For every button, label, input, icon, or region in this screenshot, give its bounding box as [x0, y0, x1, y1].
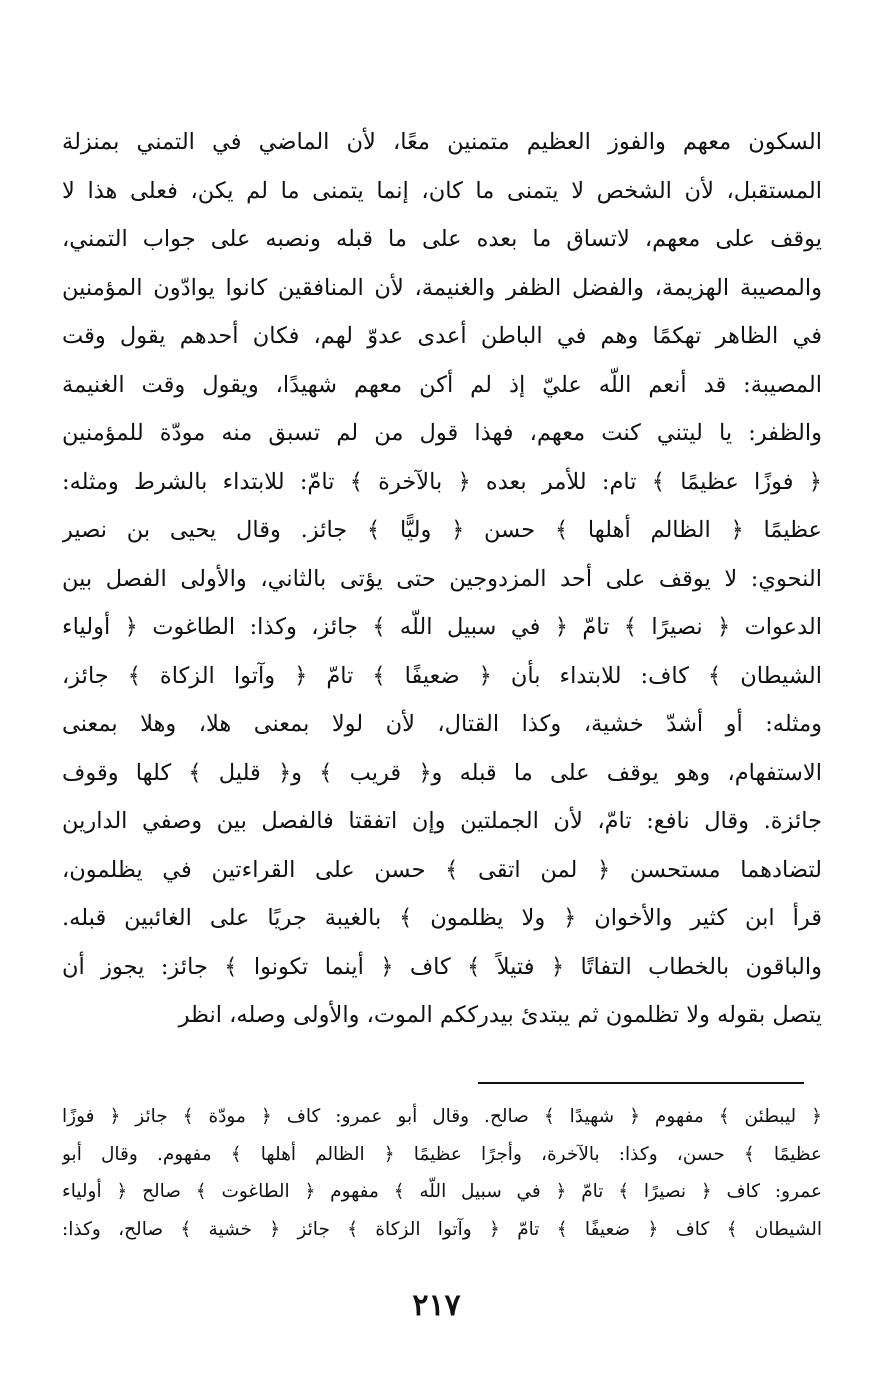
main-text-line: ﴿ فوزًا عظيمًا ﴾ تام: للأمر بعده ﴿ بالآخرة ﴾ تامّ: للابتداء بالشرط ومثله: — [62, 468, 822, 495]
main-text-line: قرأ ابن كثير والأخوان ﴿ ولا يظلمون ﴾ بالغيبة جريًا على الغائبين قبله. — [62, 905, 822, 931]
main-text-line: ومثله: أو أشدّ خشية، وكذا القتال، لأن لولا بمعنى هلا، وهلا بمعنى — [62, 711, 822, 737]
main-text-line: والظفر: يا ليتني كنت معهم، فهذا قول من لم تسبق منه مودّة للمؤمنين — [62, 420, 822, 446]
main-text-line: الشيطان ﴾ كاف: للابتداء بأن ﴿ ضعيفًا ﴾ تامّ ﴿ وآتوا الزكاة ﴾ جائز، — [62, 662, 822, 689]
footnote-line: ﴿ ليبطئن ﴾ مفهوم ﴿ شهيدًا ﴾ صالح. وقال أبو عمرو: كاف ﴿ مودّة ﴾ جائز ﴿ فوزًا — [62, 1106, 822, 1127]
main-text-line: في الظاهر تهكمًا وهم في الباطن أعدى عدوّ لهم، فكان أحدهم يقول وقت — [62, 323, 822, 349]
main-text-line: يوقف على معهم، لاتساق ما بعده على ما قبله ونصبه على جواب التمني، — [62, 226, 822, 252]
footnotes-block — [62, 1098, 822, 1248]
main-text-line: الدعوات ﴿ نصيرًا ﴾ تامّ ﴿ في سبيل اللّه ﴾ جائز، وكذا: الطاغوت ﴿ أولياء — [62, 614, 822, 640]
main-text-line: النحوي: لا يوقف على أحد المزدوجين حتى يؤتى بالثاني، والأولى الفصل بين — [62, 565, 822, 592]
footnote-line: عمرو: كاف ﴿ نصيرًا ﴾ تامّ ﴿ في سبيل اللّه ﴾ مفهوم ﴿ الطاغوت ﴾ صالح ﴿ أولياء — [62, 1181, 822, 1202]
main-text-line: الاستفهام، وهو يوقف على ما قبله و﴿ قريب ﴾ و﴿ قليل ﴾ كلها وقوف — [62, 759, 822, 786]
footnote-line: الشيطان ﴾ كاف ﴿ ضعيفًا ﴾ تامّ ﴿ وآتوا الزكاة ﴾ جائز ﴿ خشية ﴾ صالح، وكذا: — [62, 1218, 822, 1240]
main-text-line: لتضادهما مستحسن ﴿ لمن اتقى ﴾ حسن على القراءتين في يظلمون، — [62, 856, 822, 883]
main-text-line: عظيمًا ﴿ الظالم أهلها ﴾ حسن ﴿ وليًّا ﴾ جائز. وقال يحيى بن نصير — [62, 517, 822, 543]
page-number: ٢١٧ — [412, 1288, 461, 1323]
main-text-line: السكون معهم والفوز العظيم متمنين معًا، لأن الماضي في التمني بمنزلة — [62, 129, 822, 155]
main-text-line: والباقون بالخطاب التفاتًا ﴿ فتيلاً ﴾ كاف ﴿ أينما تكونوا ﴾ جائز: يجوز أن — [62, 953, 822, 980]
main-text-line: المصيبة: قد أنعم اللّه عليّ إذ لم أكن معهم شهيدًا، ويقول وقت الغنيمة — [62, 371, 822, 398]
main-text-line: يتصل بقوله ولا تظلمون ثم يبتدئ بيدرككم الموت، والأولى وصله، انظر — [178, 1002, 822, 1028]
footnote-divider — [478, 1082, 804, 1084]
main-text-line: والمصيبة الهزيمة، والفضل الظفر والغنيمة، لأن المنافقين كانوا يوادّون المؤمنين — [62, 274, 822, 301]
main-text-line: المستقبل، لأن الشخص لا يتمنى ما كان، إنما يتمنى ما لم يكن، فعلى هذا لا — [62, 177, 822, 204]
footnote-line: عظيمًا ﴾ حسن، وكذا: بالآخرة، وأجرًا عظيمًا ﴿ الظالم أهلها ﴾ مفهوم. وقال أبو — [62, 1143, 822, 1165]
main-text-block — [62, 118, 822, 1040]
main-text-line: جائزة. وقال نافع: تامّ، لأن الجملتين وإن اتفقتا فالفصل بين وصفي الدارين — [62, 808, 822, 834]
